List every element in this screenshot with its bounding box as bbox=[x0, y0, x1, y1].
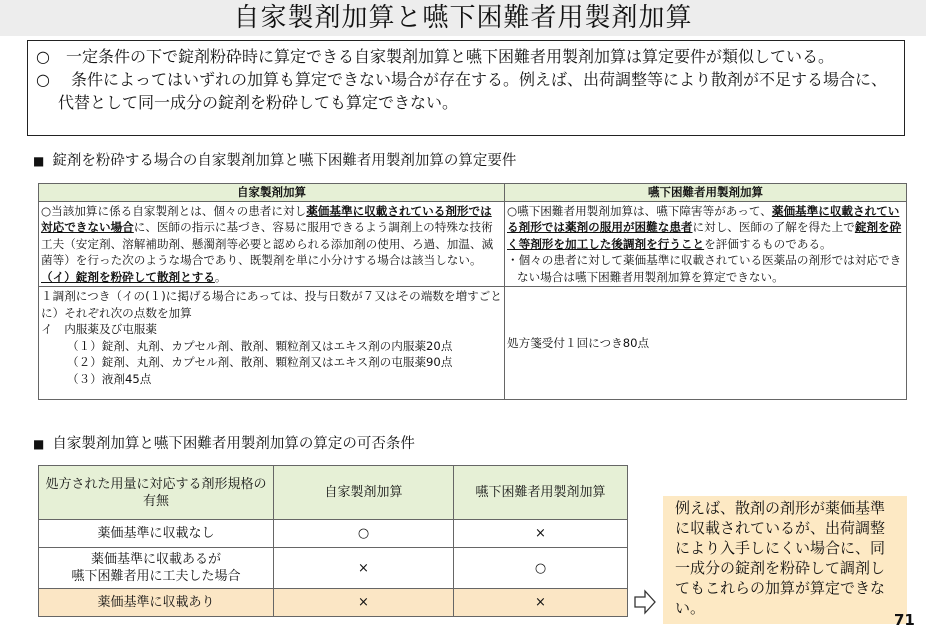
note-box: 例えば、散剤の剤形が薬価基準に収載されているが、出荷調整により入手しにくい場合に、同一成分の錠剤を粉砕して調剤してもこれらの加算が算定できない。 bbox=[663, 496, 907, 624]
table-row bbox=[39, 287, 907, 400]
page-title: 自家製剤加算と嚥下困難者用製剤加算 bbox=[233, 3, 693, 33]
section-heading-text: 錠剤を粉砕する場合の自家製剤加算と嚥下困難者用製剤加算の算定要件 bbox=[52, 153, 517, 169]
enge-availability: ○ bbox=[454, 548, 628, 589]
enge-availability: × bbox=[454, 520, 628, 548]
header-dosage-form: 処方された用量に対応する剤形規格の有無 bbox=[39, 466, 274, 520]
section-heading-text: 自家製剤加算と嚥下困難者用製剤加算の算定の可否条件 bbox=[52, 436, 415, 452]
condition-label: 薬価基準に収載あり bbox=[39, 589, 274, 617]
square-bullet-icon: ■ bbox=[33, 154, 45, 168]
conditions-table bbox=[38, 465, 628, 617]
summary-point-2: ○ 条件によってはいずれの加算も算定できない場合が存在する。例えば、出荷調整等により散剤が不足する場合に、代替として同一成分の錠剤を粉砕しても算定できない。 bbox=[36, 70, 888, 112]
points-item-2: （２）錠剤、丸剤、カプセル剤、散剤、顆粒剤又はエキス剤の屯服薬90点 bbox=[67, 355, 453, 369]
requirements-table bbox=[38, 183, 907, 400]
square-bullet-icon: ■ bbox=[33, 437, 45, 451]
enge-description-cell: ○嚥下困難者用製剤加算は、嚥下障害等があって、薬価基準に収載されている剤形では薬剤の服用が困難な患者に対し、医師の了解を得た上で錠剤を砕く等剤形を加工した後調剤を行うことを評価するものである。 ・個々の患者に対して薬価基準に収載されている医薬品の剤形では対応できない場合は嚥下困難者用製剤加算を算定できない。 bbox=[505, 201, 907, 287]
table-row bbox=[39, 520, 628, 548]
summary-box bbox=[27, 40, 905, 136]
jika-availability: × bbox=[274, 548, 454, 589]
jika-availability: ○ bbox=[274, 520, 454, 548]
header-enge-konnan: 嚥下困難者用製剤加算 bbox=[505, 184, 907, 202]
points-item-3: （３）液剤45点 bbox=[67, 371, 152, 386]
condition-label: 薬価基準に収載なし bbox=[39, 520, 274, 548]
hollow-right-arrow-icon bbox=[634, 589, 656, 615]
table-row bbox=[39, 201, 907, 287]
section-heading-requirements bbox=[33, 151, 516, 171]
header-jika-seizai: 自家製剤加算 bbox=[274, 466, 454, 520]
header-enge-konnan: 嚥下困難者用製剤加算 bbox=[454, 466, 628, 520]
points-item-1: （１）錠剤、丸剤、カプセル剤、散剤、顆粒剤又はエキス剤の内服薬20点 bbox=[67, 338, 453, 353]
enge-points-cell: 処方箋受付１回につき80点 bbox=[505, 287, 907, 400]
enge-availability: × bbox=[454, 589, 628, 617]
table-row bbox=[39, 589, 628, 617]
jika-availability: × bbox=[274, 589, 454, 617]
section-heading-conditions bbox=[33, 434, 415, 454]
summary-point-1: ○ 一定条件の下で錠剤粉砕時に算定できる自家製剤加算と嚥下困難者用製剤加算は算定要件が類似している。 bbox=[36, 47, 834, 66]
jika-description-cell: ○当該加算に係る自家製剤とは、個々の患者に対し薬価基準に収載されている剤形では対応できない場合に、医師の指示に基づき、容易に服用できるよう調剤上の特殊な技術工夫（安定剤、溶解補助剤、懸濁剤等必要と認められる添加剤の使用、ろ過、加温、滅菌等）を行った次のような場合であり、既製剤を単に小分けする場合は該当しない。 （イ）錠剤を粉砕して散剤とする。 bbox=[39, 201, 505, 287]
table-row bbox=[39, 548, 628, 589]
jika-points-cell: １調剤につき（イの(１)に掲げる場合にあっては、投与日数が７又はその端数を増すごとに）それぞれ次の点数を加算 イ 内服薬及び屯服薬 （１）錠剤、丸剤、カプセル剤、散剤、顆粒剤又はエキス剤の内服薬20点 （２）錠剤、丸剤、カプセル剤、散剤、顆粒剤又はエキス剤の屯服薬90点 （３）液剤45点 bbox=[39, 287, 505, 400]
condition-label: 薬価基準に収載あるが 嚥下困難者用に工夫した場合 bbox=[39, 548, 274, 589]
page-number: 71 bbox=[894, 611, 915, 629]
title-bar bbox=[0, 0, 926, 36]
header-jika-seizai: 自家製剤加算 bbox=[39, 184, 505, 202]
